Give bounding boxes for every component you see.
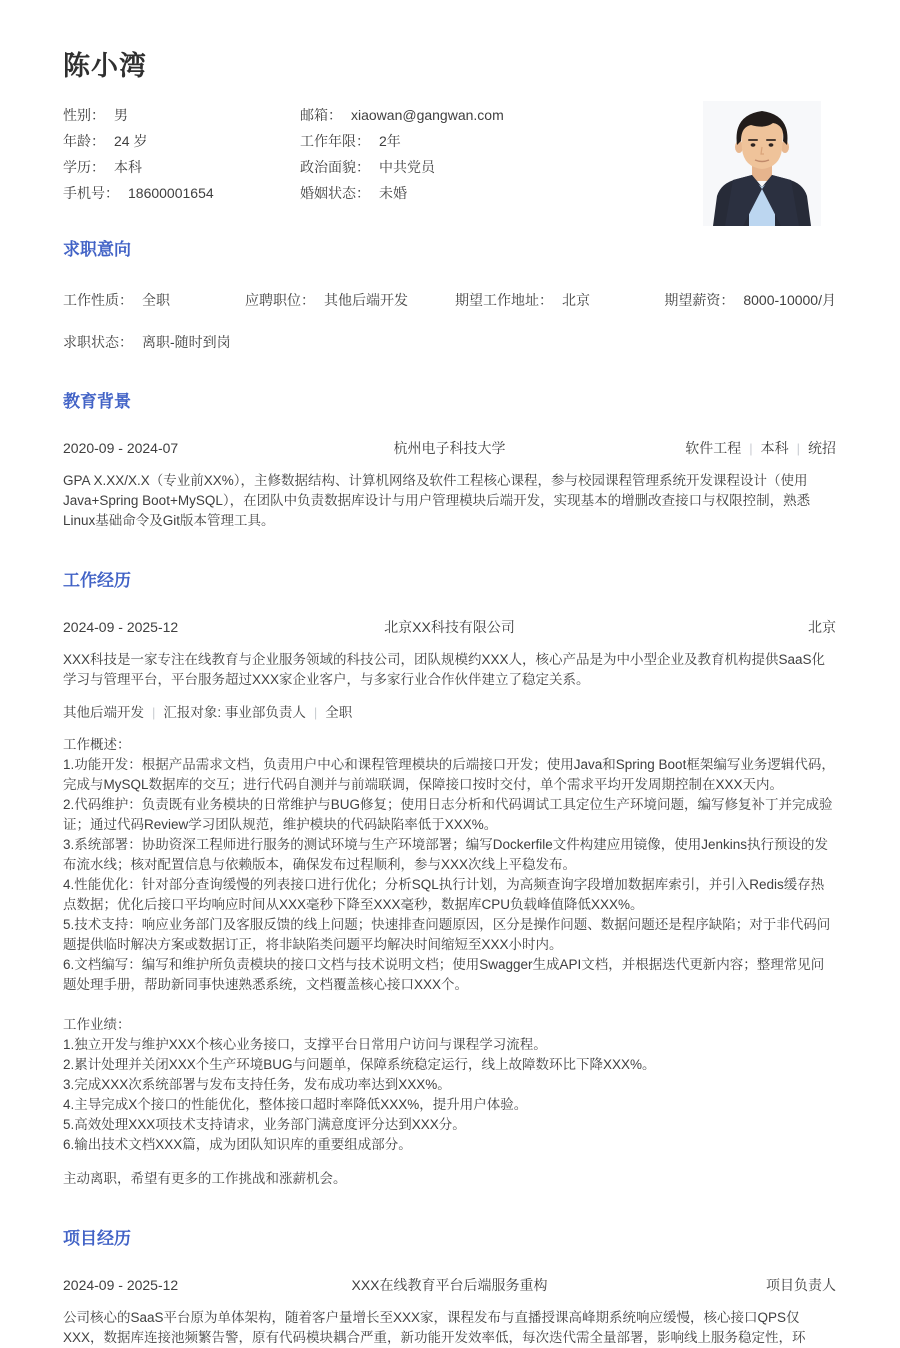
field-marital-status bbox=[300, 180, 504, 206]
section-title-project: 项目经历 bbox=[63, 1229, 131, 1248]
work-position: 其他后端开发 bbox=[63, 705, 144, 720]
work-row bbox=[63, 617, 836, 637]
field-target-location bbox=[455, 290, 660, 310]
section-title-education: 教育背景 bbox=[63, 392, 131, 411]
field-value: 全职 bbox=[142, 292, 170, 308]
project-row bbox=[63, 1275, 836, 1295]
field-expected-salary bbox=[660, 290, 836, 310]
field-label: 性别： bbox=[63, 107, 105, 123]
field-value: 离职-随时到岗 bbox=[142, 334, 231, 350]
job-intent-row-2 bbox=[63, 332, 836, 352]
field-experience-years bbox=[300, 128, 504, 154]
separator: | bbox=[749, 441, 753, 456]
field-label: 工作性质： bbox=[63, 292, 133, 308]
field-job-type bbox=[63, 290, 245, 310]
education-degree: 本科 bbox=[760, 440, 789, 456]
work-overview-item: 6.文档编写：编写和维护所负责模块的接口文档与技术说明文档；使用Swagger生成API文档，并根据迭代更新内容；整理常见问题处理手册，帮助新同事快速熟悉系统，文档覆盖核心接口XXX个。 bbox=[63, 957, 825, 992]
field-age bbox=[63, 128, 300, 154]
field-label: 手机号： bbox=[63, 185, 119, 201]
section-title-job-intent: 求职意向 bbox=[63, 240, 131, 259]
field-label: 期望工作地址： bbox=[455, 292, 553, 308]
field-value: 本科 bbox=[114, 159, 142, 175]
field-value: 其他后端开发 bbox=[324, 292, 408, 308]
work-overview-item: 1.功能开发：根据产品需求文档，负责用户中心和课程管理模块的后端接口开发；使用Java和Spring Boot框架编写业务逻辑代码，完成与MySQL数据库的交互；进行代码自测并与前端联调，保障接口按时交付，单个需求平均开发周期控制在XXX天内。 bbox=[63, 757, 835, 792]
profile-info-left bbox=[63, 102, 300, 206]
field-political-status bbox=[300, 154, 504, 180]
project-description: 公司核心的SaaS平台原为单体架构，随着客户量增长至XXX家，课程发布与直播授课高峰期系统响应缓慢，核心接口QPS仅XXX，数据库连接池频繁告警，原有代码模块耦合严重，新功能开发效率低，每次迭代需全量部署，影响线上服务稳定性，环 bbox=[63, 1310, 806, 1345]
work-overview-title: 工作概述： bbox=[63, 737, 131, 752]
education-row bbox=[63, 438, 836, 458]
field-value: 18600001654 bbox=[128, 185, 214, 201]
education-major: 软件工程 bbox=[685, 440, 742, 456]
resume-name: 陈小湾 bbox=[63, 51, 147, 81]
resume-page bbox=[0, 44, 900, 1345]
field-email bbox=[300, 102, 504, 128]
field-label: 工作年限： bbox=[300, 133, 370, 149]
education-description: GPA X.XX/X.X（专业前XX%），主修数据结构、计算机网络及软件工程核心课程，参与校园课程管理系统开发课程设计（使用Java+Spring Boot+MySQL），在团队中负责数据库设计与用户管理模块后端开发，实现基本的增删改查接口与权限控制，熟悉Linux基础命令及Git版本管理工具。 bbox=[63, 473, 811, 528]
work-leave-note: 主动离职，希望有更多的工作挑战和涨薪机会。 bbox=[63, 1171, 347, 1186]
field-value: 男 bbox=[114, 107, 128, 123]
work-achievement-item: 5.高效处理XXX项技术支持请求，业务部门满意度评分达到XXX分。 bbox=[63, 1117, 466, 1132]
work-achievements-title: 工作业绩： bbox=[63, 1017, 131, 1032]
work-achievement-item: 3.完成XXX次系统部署与发布支持任务，发布成功率达到XXX%。 bbox=[63, 1077, 451, 1092]
field-value: 中共党员 bbox=[379, 159, 435, 175]
education-enrollment-type: 统招 bbox=[808, 440, 836, 456]
education-period: 2020-09 - 2024-07 bbox=[63, 440, 179, 456]
field-job-status bbox=[63, 332, 231, 352]
field-value: 未婚 bbox=[379, 185, 407, 201]
separator: | bbox=[796, 441, 800, 456]
profile-photo bbox=[703, 101, 821, 226]
work-overview-item: 3.系统部署：协助资深工程师进行服务的测试环境与生产环境部署；编写Dockerfile文件构建应用镜像，使用Jenkins执行预设的发布流水线；核对配置信息与依赖版本，确保发布过程顺利，参与XXX次线上平稳发布。 bbox=[63, 837, 829, 872]
section-title-work: 工作经历 bbox=[63, 571, 131, 590]
separator: | bbox=[313, 705, 318, 720]
work-overview-item: 4.性能优化：针对部分查询缓慢的列表接口进行优化；分析SQL执行计划，为高频查询字段增加数据库索引，并引入Redis缓存热点数据；优化后接口平均响应时间从XXX毫秒下降至XXX毫秒，数据库CPU负载峰值降低XXX%。 bbox=[63, 877, 825, 912]
work-report-to: 汇报对象: 事业部负责人 bbox=[163, 705, 306, 720]
work-achievement-item: 6.输出技术文档XXX篇，成为团队知识库的重要组成部分。 bbox=[63, 1137, 412, 1152]
work-role-meta bbox=[63, 703, 836, 723]
work-overview bbox=[63, 735, 836, 995]
work-company-intro: XXX科技是一家专注在线教育与企业服务领域的科技公司，团队规模约XXX人，核心产品是为中小型企业及教育机构提供SaaS化学习与管理平台，平台服务超过XXX家企业客户，与多家行业合作伙伴建立了稳定关系。 bbox=[63, 652, 826, 687]
work-achievement-item: 4.主导完成X个接口的性能优化，整体接口超时率降低XXX%，提升用户体验。 bbox=[63, 1097, 528, 1112]
field-label: 应聘职位： bbox=[245, 292, 315, 308]
field-degree bbox=[63, 154, 300, 180]
field-label: 学历： bbox=[63, 159, 105, 175]
field-value: 北京 bbox=[562, 292, 590, 308]
field-label: 政治面貌： bbox=[300, 159, 370, 175]
education-meta bbox=[586, 438, 836, 458]
separator: | bbox=[152, 705, 156, 720]
field-label: 求职状态： bbox=[63, 334, 133, 350]
project-name: XXX在线教育平台后端服务重构 bbox=[351, 1277, 548, 1293]
field-value: 24 岁 bbox=[114, 133, 148, 149]
work-employment-type: 全职 bbox=[325, 705, 353, 720]
field-label: 期望薪资： bbox=[664, 292, 735, 308]
work-achievement-item: 1.独立开发与维护XXX个核心业务接口，支撑平台日常用户访问与课程学习流程。 bbox=[63, 1037, 547, 1052]
field-label: 婚姻状态： bbox=[300, 185, 370, 201]
job-intent-row-1 bbox=[63, 290, 836, 310]
field-value: 2年 bbox=[379, 133, 401, 149]
field-label: 邮箱： bbox=[300, 107, 342, 123]
work-company: 北京XX科技有限公司 bbox=[384, 619, 515, 635]
profile-info-right bbox=[300, 102, 504, 206]
work-location: 北京 bbox=[808, 619, 836, 635]
field-gender bbox=[63, 102, 300, 128]
work-achievements bbox=[63, 1015, 836, 1155]
work-overview-item: 5.技术支持：响应业务部门及客服反馈的线上问题；快速排查问题原因，区分是操作问题、数据问题还是程序缺陷；对于非代码问题提供临时解决方案或数据订正，将非缺陷类问题平均解决时间缩短至XXX小时内。 bbox=[63, 917, 831, 952]
profile-photo-image bbox=[703, 101, 821, 226]
project-period: 2024-09 - 2025-12 bbox=[63, 1277, 179, 1293]
field-value: 8000-10000/月 bbox=[743, 292, 836, 308]
field-phone bbox=[63, 180, 300, 206]
field-value: xiaowan@gangwan.com bbox=[351, 107, 504, 123]
field-label: 年龄： bbox=[63, 133, 105, 149]
work-period: 2024-09 - 2025-12 bbox=[63, 619, 179, 635]
work-overview-item: 2.代码维护：负责既有业务模块的日常维护与BUG修复；使用日志分析和代码调试工具定位生产环境问题，编写修复补丁并完成验证；通过代码Review学习团队规范，维护模块的代码缺陷率低于XXX%。 bbox=[63, 797, 833, 832]
education-school: 杭州电子科技大学 bbox=[393, 440, 506, 456]
project-role: 项目负责人 bbox=[766, 1277, 836, 1293]
field-target-position bbox=[245, 290, 455, 310]
work-achievement-item: 2.累计处理并关闭XXX个生产环境BUG与问题单，保障系统稳定运行，线上故障数环比下降XXX%。 bbox=[63, 1057, 656, 1072]
